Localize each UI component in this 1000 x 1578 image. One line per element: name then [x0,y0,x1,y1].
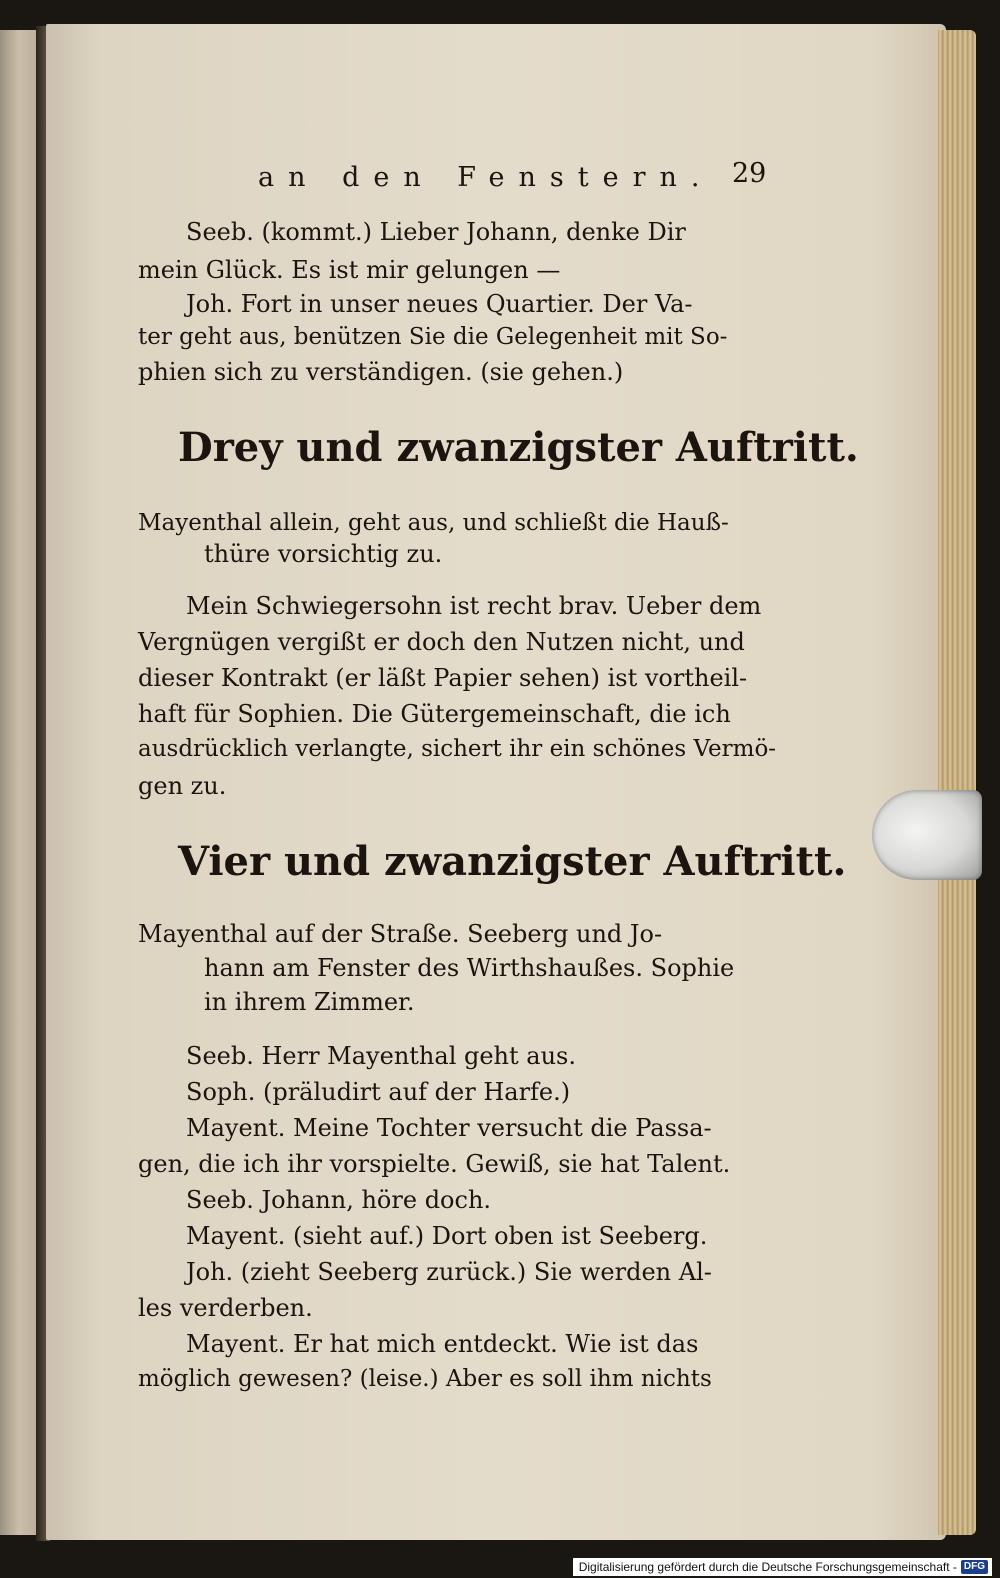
text-line: haft für Sophien. Die Gütergemeinschaft, die ich [138,700,731,728]
text-line: Seeb. Herr Mayenthal geht aus. [186,1042,576,1070]
text-line: Mein Schwiegersohn ist recht brav. Ueber dem [186,592,762,620]
text-line: Mayent. (sieht auf.) Dort oben ist Seeberg. [186,1222,708,1250]
page-clip-holder [872,790,982,880]
scene-heading: Drey und zwanzigster Auftritt. [178,424,859,471]
stage-direction: Mayenthal allein, geht aus, und schließt die Hauß- [138,510,729,536]
text-line: Seeb. (kommt.) Lieber Johann, denke Dir [186,218,686,246]
text-line: Soph. (präludirt auf der Harfe.) [186,1078,571,1106]
footer-credit: Digitalisierung gefördert durch die Deutsche Forschungsgemeinschaft - [578,1560,957,1574]
stage-direction: thüre vorsichtig zu. [204,540,443,568]
dfg-logo: DFG [961,1560,988,1574]
text-line: Joh. (zieht Seeberg zurück.) Sie werden Al- [186,1258,712,1286]
text-line: mein Glück. Es ist mir gelungen — [138,256,561,284]
text-line: Vergnügen vergißt er doch den Nutzen nicht, und [138,628,745,656]
text-line: Mayent. Er hat mich entdeckt. Wie ist das [186,1330,699,1358]
running-head: an den Fenstern. [258,162,714,193]
text-line: Joh. Fort in unser neues Quartier. Der Va- [186,290,693,318]
stage-direction: hann am Fenster des Wirthshaußes. Sophie [204,954,735,982]
text-line: möglich gewesen? (leise.) Aber es soll ihm nichts [138,1366,712,1392]
text-line: phien sich zu verständigen. (sie gehen.) [138,358,624,386]
digitization-footer [573,1558,992,1576]
text-line: les verderben. [138,1294,313,1322]
scene-heading: Vier und zwanzigster Auftritt. [178,838,847,885]
text-line: gen zu. [138,772,227,800]
stage-direction: Mayenthal auf der Straße. Seeberg und Jo- [138,920,663,948]
text-line: Seeb. Johann, höre doch. [186,1186,492,1214]
text-line: gen, die ich ihr vorspielte. Gewiß, sie hat Talent. [138,1150,731,1178]
page-number: 29 [732,158,767,189]
stage-direction: in ihrem Zimmer. [204,988,415,1016]
text-line: dieser Kontrakt (er läßt Papier sehen) ist vortheil- [138,664,748,692]
text-line: Mayent. Meine Tochter versucht die Passa- [186,1114,712,1142]
text-line: ter geht aus, benützen Sie die Gelegenheit mit So- [138,324,728,350]
text-line: ausdrücklich verlangte, sichert ihr ein schönes Vermö- [138,736,777,762]
page-stack-edge [938,30,976,1535]
